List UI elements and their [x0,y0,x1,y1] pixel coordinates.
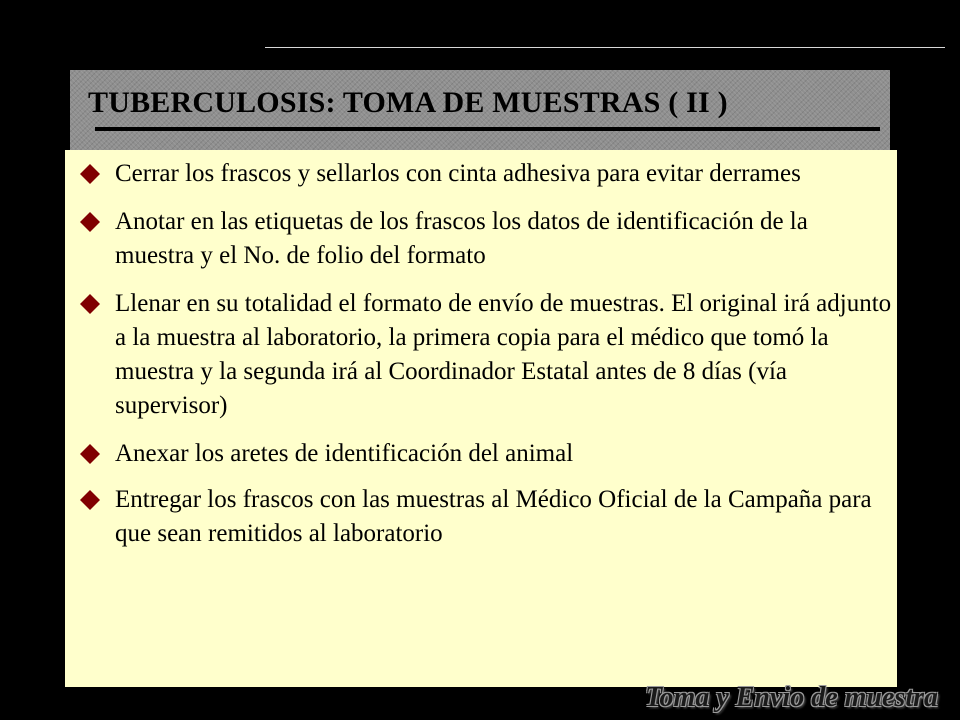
bullet-text: Anexar los aretes de identificación del animal [115,440,574,467]
bullet-list [78,157,893,565]
bullet-item [78,157,893,191]
title-underline [95,127,880,131]
bullet-text: Anotar en las etiquetas de los frascos los datos de identificación de la muestra y el No. de folio del formato [115,208,808,269]
diamond-bullet-icon [80,444,100,464]
top-divider-line [265,47,945,48]
footer-label: Toma y Envio de muestra [645,682,938,713]
diamond-bullet-icon [80,212,100,232]
bullet-text: Cerrar los frascos y sellarlos con cinta adhesiva para evitar derrames [115,160,801,187]
slide-title: TUBERCULOSIS: TOMA DE MUESTRAS ( II ) [88,86,728,119]
diamond-bullet-icon [80,164,100,184]
bullet-text: Entregar los frascos con las muestras al Médico Oficial de la Campaña para que sean remitidos al laboratorio [115,486,872,547]
bullet-item [78,287,893,423]
bullet-item [78,483,893,551]
bullet-text: Llenar en su totalidad el formato de envío de muestras. El original irá adjunto a la muestra al laboratorio, la primera copia para el médico que tomó la muestra y la segunda irá al Coordinador Estatal antes de 8 días (vía supervisor) [115,290,892,419]
bullet-item [78,205,893,273]
diamond-bullet-icon [80,294,100,314]
bullet-item [78,437,893,471]
diamond-bullet-icon [80,490,100,510]
